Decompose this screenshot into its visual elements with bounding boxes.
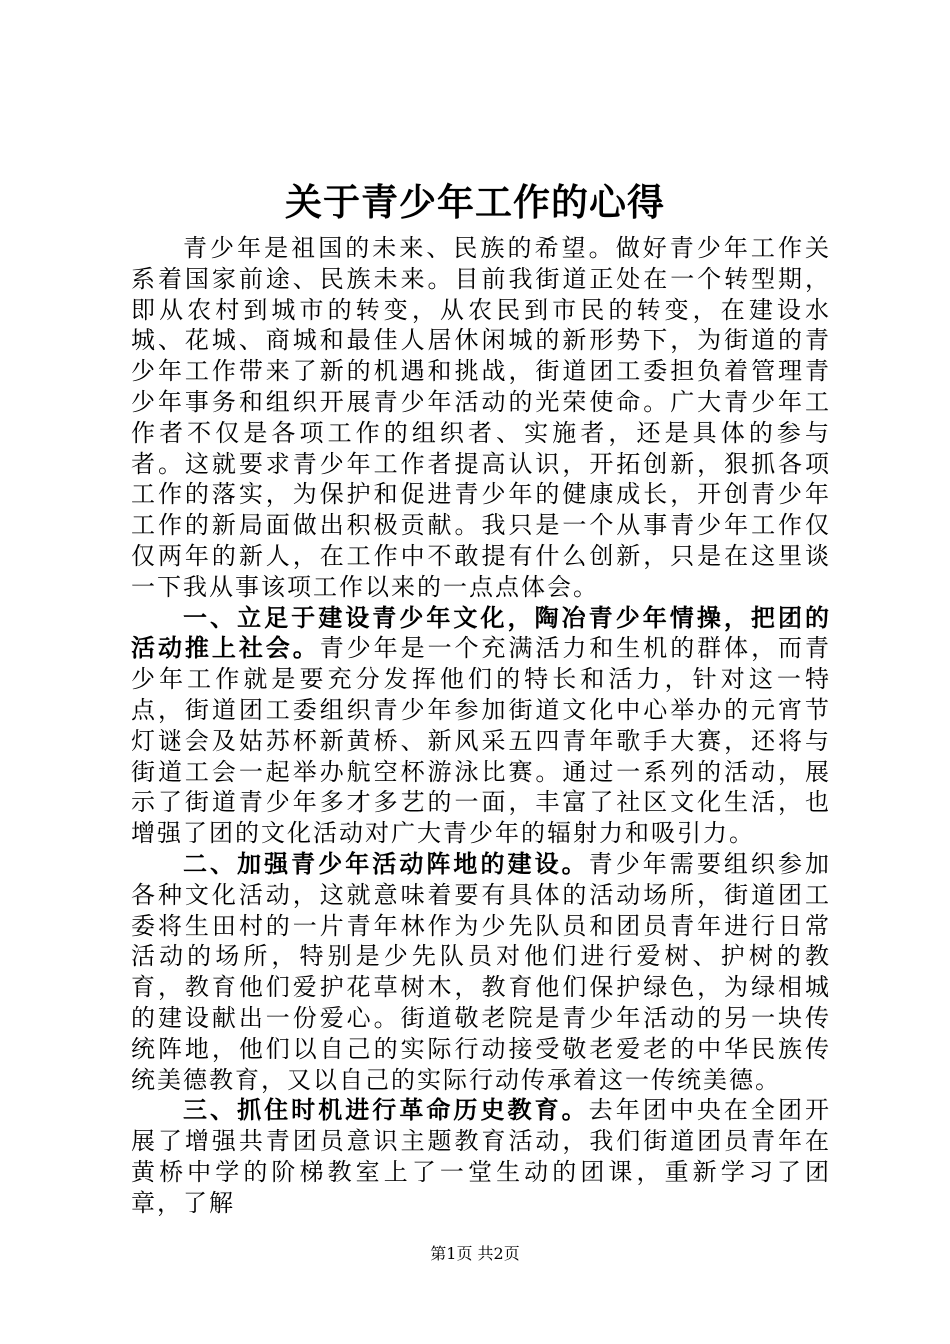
paragraph-text: 青少年是祖国的未来、民族的希望。做好青少年工作关系着国家前途、民族未来。目前我街道正处在一个转型期，即从农村到城市的转变，从农民到市民的转变，在建设水城、花城、商城和最佳人居休闲城的新形势下，为街道的青少年工作带来了新的机遇和挑战，街道团工委担负着管理青少年事务和组织开展青少年活动的光荣使命。广大青少年工作者不仅是各项工作的组织者、实施者，还是具体的参与者。这就要求青少年工作者提高认识，开拓创新，狠抓各项工作的落实，为保护和促进青少年的健康成长，开创青少年工作的新局面做出积极贡献。我只是一个从事青少年工作仅仅两年的新人，在工作中不敢提有什么创新，只是在这里谈一下我从事该项工作以来的一点点体会。 [131,234,831,601]
paragraph-section-3 [131,1095,831,1218]
paragraph-intro [131,233,831,603]
paragraph-text: 去年团中央在全团开展了增强共青团员意识主题教育活动，我们街道团员青年在黄桥中学的阶梯教室上了一堂生动的团课，重新学习了团章，了解 [131,1096,832,1217]
paragraph-text: 青少年需要组织参加各种文化活动，这就意味着要有具体的活动场所，街道团工委将生田村的一片青年林作为少先队员和团员青年进行日常活动的场所，特别是少先队员对他们进行爱树、护树的教育，教育他们爱护花草树木，教育他们保护绿色，为绿相城的建设献出一份爱心。街道敬老院是青少年活动的另一块传统阵地，他们以自己的实际行动接受敬老爱老的中华民族传统美德教育，又以自己的实际行动传承着这一传统美德。 [131,849,832,1094]
document-body [131,233,831,1219]
paragraph-section-2 [131,849,831,1095]
section-heading: 一、立足于建设青少年文化，陶冶青少年情操，把团的活动推上社会。 [131,602,831,663]
page-number-footer: 第1页 共2页 [430,1244,520,1263]
document-title: 关于青少年工作的心得 [285,180,665,224]
paragraph-text: 青少年是一个充满活力和生机的群体，而青少年工作就是要充分发挥他们的特长和活力，针对这一特点，街道团工委组织青少年参加街道文化中心举办的元宵节灯谜会及姑苏杯新黄桥、新风采五四青年歌手大赛，还将与街道工会一起举办航空杯游泳比赛。通过一系列的活动，展示了街道青少年多才多艺的一面，丰富了社区文化生活，也增强了团的文化活动对广大青少年的辐射力和吸引力。 [131,634,832,848]
paragraph-section-1 [131,603,831,849]
section-heading: 三、抓住时机进行革命历史教育。 [183,1095,589,1125]
section-heading: 二、加强青少年活动阵地的建设。 [183,848,589,878]
